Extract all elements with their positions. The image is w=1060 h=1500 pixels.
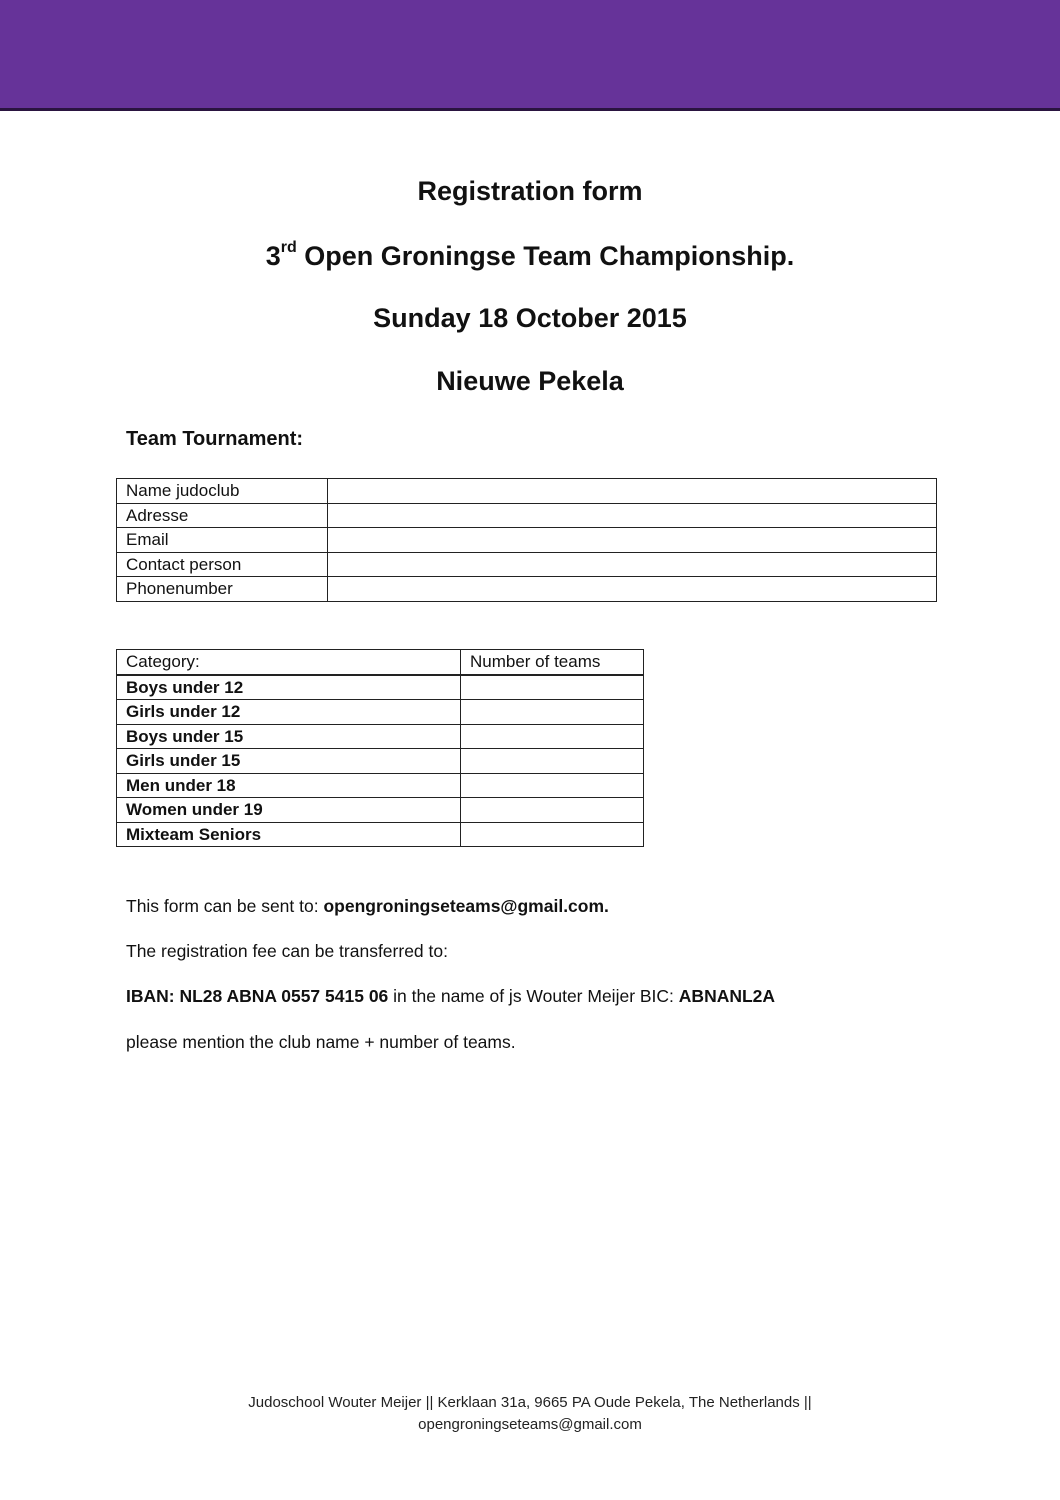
bic: ABNANL2A	[678, 986, 776, 1006]
club-info-row	[117, 503, 937, 528]
club-info-row	[117, 528, 937, 553]
category-row	[117, 675, 644, 700]
event-date: Sunday 18 October 2015	[373, 303, 687, 333]
category-row	[117, 798, 644, 823]
category-name: Boys under 15	[117, 724, 461, 749]
teams-count-cell[interactable]	[461, 749, 644, 774]
club-info-row	[117, 479, 937, 504]
club-field-label: Adresse	[117, 503, 328, 528]
category-name: Men under 18	[117, 773, 461, 798]
category-name: Mixteam Seniors	[117, 822, 461, 847]
form-title: Registration form	[417, 176, 643, 206]
club-info-table	[116, 478, 937, 602]
category-row	[117, 724, 644, 749]
category-column-header: Category:	[117, 650, 461, 675]
club-field-label: Name judoclub	[117, 479, 328, 504]
send-email: opengroningseteams@gmail.com.	[323, 896, 609, 916]
teams-count-cell[interactable]	[461, 822, 644, 847]
club-field-value[interactable]	[328, 528, 937, 553]
category-name: Girls under 15	[117, 749, 461, 774]
iban: IBAN: NL28 ABNA 0557 5415 06	[126, 986, 389, 1006]
category-row	[117, 700, 644, 725]
teams-count-cell[interactable]	[461, 700, 644, 725]
club-field-label: Email	[117, 528, 328, 553]
account-holder: in the name of js Wouter Meijer BIC:	[388, 986, 679, 1006]
category-row	[117, 773, 644, 798]
club-field-value[interactable]	[328, 577, 937, 602]
bank-details	[126, 986, 775, 1007]
edition-suffix: rd	[280, 239, 297, 256]
club-info-row	[117, 577, 937, 602]
footer-address: Judoschool Wouter Meijer || Kerklaan 31a, 9665 PA Oude Pekela, The Netherlands ||	[248, 1394, 812, 1411]
category-table	[116, 649, 644, 847]
club-field-value[interactable]	[328, 503, 937, 528]
fee-instruction: The registration fee can be transferred to:	[126, 941, 448, 961]
edition-number: 3	[265, 241, 281, 271]
send-prefix: This form can be sent to:	[126, 896, 324, 916]
club-field-label: Contact person	[117, 552, 328, 577]
category-name: Girls under 12	[117, 700, 461, 725]
send-instruction	[126, 896, 609, 917]
teams-column-header: Number of teams	[461, 650, 644, 675]
category-header-row	[117, 650, 644, 675]
category-row	[117, 822, 644, 847]
club-info-row	[117, 552, 937, 577]
event-location: Nieuwe Pekela	[436, 366, 624, 396]
mention-note: please mention the club name + number of teams.	[126, 1032, 516, 1052]
teams-count-cell[interactable]	[461, 724, 644, 749]
championship-title	[0, 239, 1060, 272]
club-field-value[interactable]	[328, 479, 937, 504]
section-title: Team Tournament:	[126, 428, 304, 450]
category-name: Women under 19	[117, 798, 461, 823]
category-name: Boys under 12	[117, 675, 461, 700]
category-row	[117, 749, 644, 774]
club-field-label: Phonenumber	[117, 577, 328, 602]
teams-count-cell[interactable]	[461, 798, 644, 823]
championship-name: Open Groningse Team Championship.	[296, 241, 795, 271]
header-bar	[0, 0, 1060, 111]
club-field-value[interactable]	[328, 552, 937, 577]
footer-email: opengroningseteams@gmail.com	[418, 1416, 642, 1433]
teams-count-cell[interactable]	[461, 773, 644, 798]
teams-count-cell[interactable]	[461, 675, 644, 700]
